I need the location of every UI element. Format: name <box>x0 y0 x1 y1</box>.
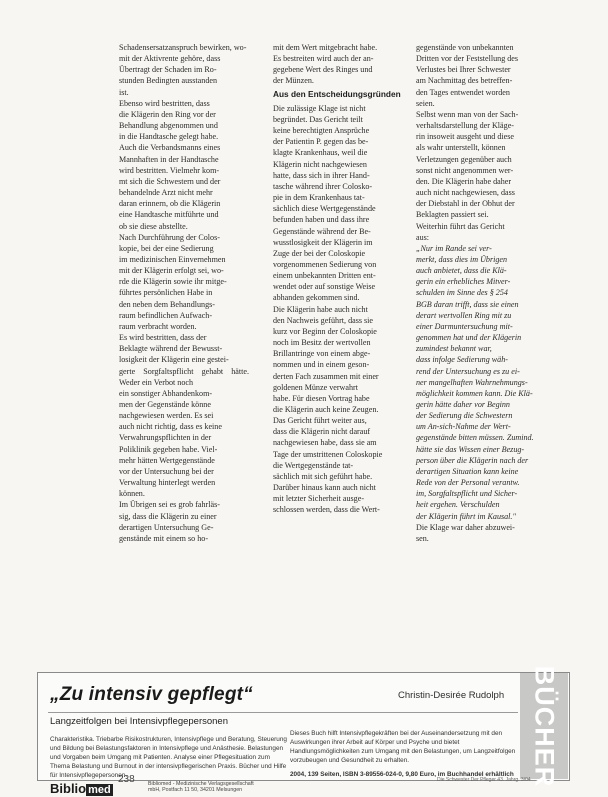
text-line: eine Handtasche mitführte und <box>119 210 219 220</box>
text-line: Poliklinik gegeben habe. Viel- <box>119 444 218 454</box>
text-line: können. <box>119 489 145 499</box>
text-line: begründet. Das Gericht teilt <box>273 114 363 124</box>
article-column-2 <box>273 42 406 516</box>
text-line: Verletzungen gegenüber auch <box>416 154 512 164</box>
text-line: vorgenommenen Sedierung von <box>273 259 377 269</box>
text-line: Im Übrigen sei es grob fahrläs- <box>119 500 220 510</box>
text-line: befunden haben und dass ihre <box>273 215 370 225</box>
text-line: wusstlosigkeit der Klägerin im <box>273 237 373 247</box>
text-line: genstände mit einem so ho- <box>119 533 209 543</box>
text-line: kopie, bei der eine Sedierung <box>119 243 214 253</box>
text-line: Rede von der Personal verantw. <box>416 478 520 488</box>
text-line: der Sedierung die Schwestern <box>416 411 513 421</box>
text-line: mit der Aktivrente gehöre, dass <box>119 54 221 64</box>
text-line: Die zulässige Klage ist nicht <box>273 103 366 113</box>
text-line: mit dem Wert mitgebracht habe. <box>273 43 378 52</box>
text-line: Das Gericht führt weiter aus, <box>273 416 367 426</box>
text-line: schlossen werden, dass die Wert- <box>273 505 380 515</box>
text-line: ein sonstiger Abhandenkom- <box>119 388 213 398</box>
text-line: die Wertgegenstände tat- <box>273 460 354 470</box>
text-line: Weiterhin führt das Gericht <box>416 221 505 231</box>
text-line: Die Klage war daher abzuwei- <box>416 522 515 532</box>
text-line: schulden im Sinne des § 254 <box>416 288 508 298</box>
text-line: gerin hätte daher vor Beginn <box>416 400 510 409</box>
text-line: vor der Untersuchung bei der <box>119 466 214 476</box>
text-line: Verlustes bei Ihrer Schwester <box>416 65 511 75</box>
text-line: gegebene Wert des Ringes und <box>273 65 373 75</box>
text-line: in die Handtasche gelegt habe. <box>119 132 219 142</box>
text-line: hatte, dass sich in ihrer Hand- <box>273 170 370 180</box>
text-line: Nach Durchführung der Colos- <box>119 232 220 242</box>
text-line: Gegenstände während der Be- <box>273 226 371 236</box>
text-line: nommen und in einem geson- <box>273 360 370 370</box>
text-line: seien. <box>416 98 435 108</box>
book-author: Christin-Desirée Rudolph <box>398 690 505 701</box>
text-line: rde die Klägerin sowie ihr mitge- <box>119 277 227 287</box>
text-line: Dritten vor der Feststellung des <box>416 54 519 64</box>
text-line: aus: <box>416 232 430 242</box>
text-line: noch im Besitz der wertvollen <box>273 338 371 348</box>
text-line: gegenstände von unbekannten <box>416 43 514 52</box>
text-line: Ebenso wird bestritten, dass <box>119 98 210 108</box>
text-line: raum befindlichen Aufwach- <box>119 310 213 320</box>
article-column-1 <box>119 42 249 544</box>
text-line: Übertragt der Schaden im Ro- <box>119 65 217 75</box>
text-line: den. Die Klägerin habe daher <box>416 176 512 186</box>
text-line: derart wertvollen Ring mit zu <box>416 310 512 320</box>
text-line: ob sie diese abstellte. <box>119 221 188 231</box>
text-line: rend der Untersuchung es zu ei- <box>416 366 520 376</box>
page-footer: Die Schwester Der Pfleger 43. Jahrg. 3/04 <box>437 777 531 783</box>
books-band-label: BÜCHER <box>529 665 560 787</box>
text-line: der Patientin P. gegen das be- <box>273 137 369 147</box>
text-line: behandelnde Arzt nicht mehr <box>119 188 213 198</box>
text-line: sächlich diese Wertgegenstände <box>273 204 376 214</box>
text-line: dass die Klägerin nicht darauf <box>273 427 371 437</box>
text-line: am Nachmittag des betreffen- <box>416 76 513 86</box>
text-line: Darüber hinaus kann auch nicht <box>273 483 376 493</box>
text-line: gerin ein erhebliches Mitver- <box>416 277 511 287</box>
text-line: im, Sorgfaltspflicht und Sicher- <box>416 489 518 499</box>
book-details: 2004, 139 Seiten, ISBN 3-89556-024-0, 9,80 Euro, im Buchhandel erhältlich <box>290 771 514 778</box>
text-line: Selbst wenn man von der Sach- <box>416 109 519 119</box>
text-line: mit der Klägerin erfolgt sei, wo- <box>119 266 224 276</box>
book-subtitle: Langzeitfolgen bei Intensivpflegepersonen <box>50 716 228 727</box>
text-line: tasche während ihrer Colosko- <box>273 181 373 191</box>
text-line: führtes persönlichen Habe in <box>119 288 213 298</box>
text-line: stunden Bedingten ausstanden <box>119 76 218 86</box>
text-line: einem unbekannten Dritten ent- <box>273 271 376 281</box>
text-line: Brillantringe von einem abge- <box>273 349 371 359</box>
article-column-3 <box>416 42 547 544</box>
text-line: genommen hat und der Klägerin <box>416 333 522 343</box>
text-line: „Nur im Rande sei ver- <box>416 243 492 253</box>
text-line: derartigen Untersuchung Ge- <box>119 522 214 532</box>
publisher-info: Bibliomed - Medizinische Verlagsgesellschaft mbH, Postfach 11 50, 34201 Melsungen <box>148 781 254 794</box>
text-line: mt sich die Schwestern und der <box>119 176 221 186</box>
text-line: gegenstände bitten müssen. Zumind. <box>416 433 534 443</box>
page-number: 238 <box>118 774 135 785</box>
text-line: einer Darmuntersuchung mit- <box>416 321 513 331</box>
text-line: mehr hätten Wertgegenstände <box>119 455 215 465</box>
text-line: goldenen Münze verwahrt <box>273 382 358 392</box>
text-line: ner mangelhaften Wahrnehmungs- <box>416 377 528 387</box>
text-line: Verwaltung hinterlegt werden <box>119 478 216 488</box>
text-line: als wahr unterstellt, können <box>416 143 506 153</box>
book-description-text: Dieses Buch hilft Intensivpflegekräften bei der Auseinandersetzung mit den Auswirkungen ihrer Arbeit auf Körper und Psyche und bietet Handlungsmöglichkeiten zum Umgang mit den Belastungen, um Langzeitfolgen vorzubeugen und Gesundheit zu erhalten. <box>290 730 516 764</box>
text-line: derartigen Situation kann keine <box>416 466 519 476</box>
text-line: den Nachweis geführt, dass sie <box>273 315 374 325</box>
text-line: der Münzen. <box>273 76 314 86</box>
text-line: wird bestritten. Vielmehr kom- <box>119 165 220 175</box>
text-line: Mannhaften in der Handtasche <box>119 154 219 164</box>
text-line: um An-sich-Nahme der Wert- <box>416 422 511 432</box>
text-line: Schadensersatzanspruch bewirken, wo- <box>119 43 247 52</box>
text-line: nachgewiesen habe, dass sie am <box>273 438 377 448</box>
text-line: habe. Für diesen Vortrag habe <box>273 393 370 403</box>
text-line: keine berechtigten Ansprüche <box>273 126 370 136</box>
text-line: klagte Krankenhaus, weil die <box>273 148 368 158</box>
text-line: den Tages entwendet worden <box>416 87 510 97</box>
text-line: pie in dem Krankenhaus tat- <box>273 193 365 203</box>
text-line: im medizinischen Einvernehmen <box>119 254 226 264</box>
book-description-left: Charakteristika. Triebarbe Risikostrukturen, Intensivpflege und Beratung, Steuerung und Bildung bei Belastungsfaktoren in Intensivpflege und Anästhesie. Belastungen und Vorgaben beim Umgang mit Patienten. Analyse einer Pflegesituation zum Thema Belastung und Burnout in der intensivpflegerischen Praxis. Bücher und Hilfe für Intensivpflegepersonen. <box>50 736 287 779</box>
text-line: rin insoweit ausgeht und diese <box>416 132 515 142</box>
text-line: daran erinnern, ob die Klägerin <box>119 199 221 209</box>
text-line: gerte Sorgfaltspflicht gehabt hätte. Weder ein Verbot noch <box>119 366 249 387</box>
text-line: Klägerin nicht nachgewiesen <box>273 159 367 169</box>
text-line: person über die Klägerin nach der <box>416 455 529 465</box>
text-line: auch nicht richtig, dass es keine <box>119 422 222 432</box>
text-line: den neben dem Behandlungs- <box>119 299 215 309</box>
text-line: heit ergehen. Verschulden <box>416 500 500 510</box>
text-line: abhanden gekommen sind. <box>273 293 360 303</box>
text-line: kurz vor Beginn der Coloskopie <box>273 326 377 336</box>
text-line: dass infolge Sedierung wäh- <box>416 355 508 365</box>
text-line: die Klägerin auch keine Zeugen. <box>273 405 379 414</box>
text-line: auch anbietet, dass die Klä- <box>416 266 507 276</box>
text-line: verhaltsdarstellung der Kläge- <box>416 121 514 131</box>
text-line: zumindest bekannt war, <box>416 344 492 354</box>
text-line: Es wird bestritten, dass der <box>119 333 207 343</box>
text-line: hätte sie das Wissen einer Bezug- <box>416 444 525 454</box>
text-line: men der Gegenstände könne <box>119 400 211 409</box>
text-line: merkt, dass dies im Übrigen <box>416 254 508 264</box>
text-line: Tage der umstrittenen Coloskopie <box>273 449 383 459</box>
text-line: sonst nicht angenommen wer- <box>416 165 514 175</box>
text-line: möglichkeit kommen kann. Die Klä- <box>416 388 533 398</box>
text-line: wendet oder auf sonstige Weise <box>273 282 376 292</box>
section-heading: Aus den Entscheidungsgründen <box>273 88 401 99</box>
text-line: Zuge der bei der Coloskopie <box>273 248 366 258</box>
text-line: raum verbracht worden. <box>119 321 197 331</box>
text-line: sig, dass die Klägerin zu einer <box>119 511 217 521</box>
text-line: losigkeit der Klägerin eine gestei- <box>119 355 229 365</box>
text-line: mit letzter Sicherheit ausge- <box>273 494 365 504</box>
text-line: der Klägerin führt im Kausal." <box>416 511 516 521</box>
text-line: Die Klägerin habe auch nicht <box>273 304 368 314</box>
text-line: auch nicht nachgewiesen, dass <box>416 188 515 198</box>
book-title: „Zu intensiv gepflegt“ <box>50 684 253 705</box>
ad-divider <box>48 712 518 713</box>
bibliomed-logo: Biblio med <box>50 781 111 796</box>
text-line: derten Fach zusammen mit einer <box>273 371 379 381</box>
text-line: Es bestreiten wird auch der an- <box>273 54 374 64</box>
text-line: Auch die Verbandsmanns eines <box>119 143 221 153</box>
text-line: der Diebstahl in der Obhut der <box>416 199 515 209</box>
text-line: Verwahrungspflichten in der <box>119 433 212 443</box>
text-line: ist. <box>119 87 129 97</box>
text-line: Beklagte während der Bewusst- <box>119 344 223 354</box>
text-line: Beklagten passiert sei. <box>416 210 489 220</box>
book-description-right <box>290 729 516 779</box>
text-line: sächlich mit sich geführt habe. <box>273 471 373 481</box>
text-line: nachgewiesen werden. Es sei <box>119 411 214 421</box>
text-line: die Klägerin den Ring vor der <box>119 109 216 119</box>
text-line: sen. <box>416 533 429 543</box>
text-line: BGB daran trifft, dass sie einen <box>416 299 519 309</box>
text-line: Behandlung abgenommen und <box>119 121 218 131</box>
